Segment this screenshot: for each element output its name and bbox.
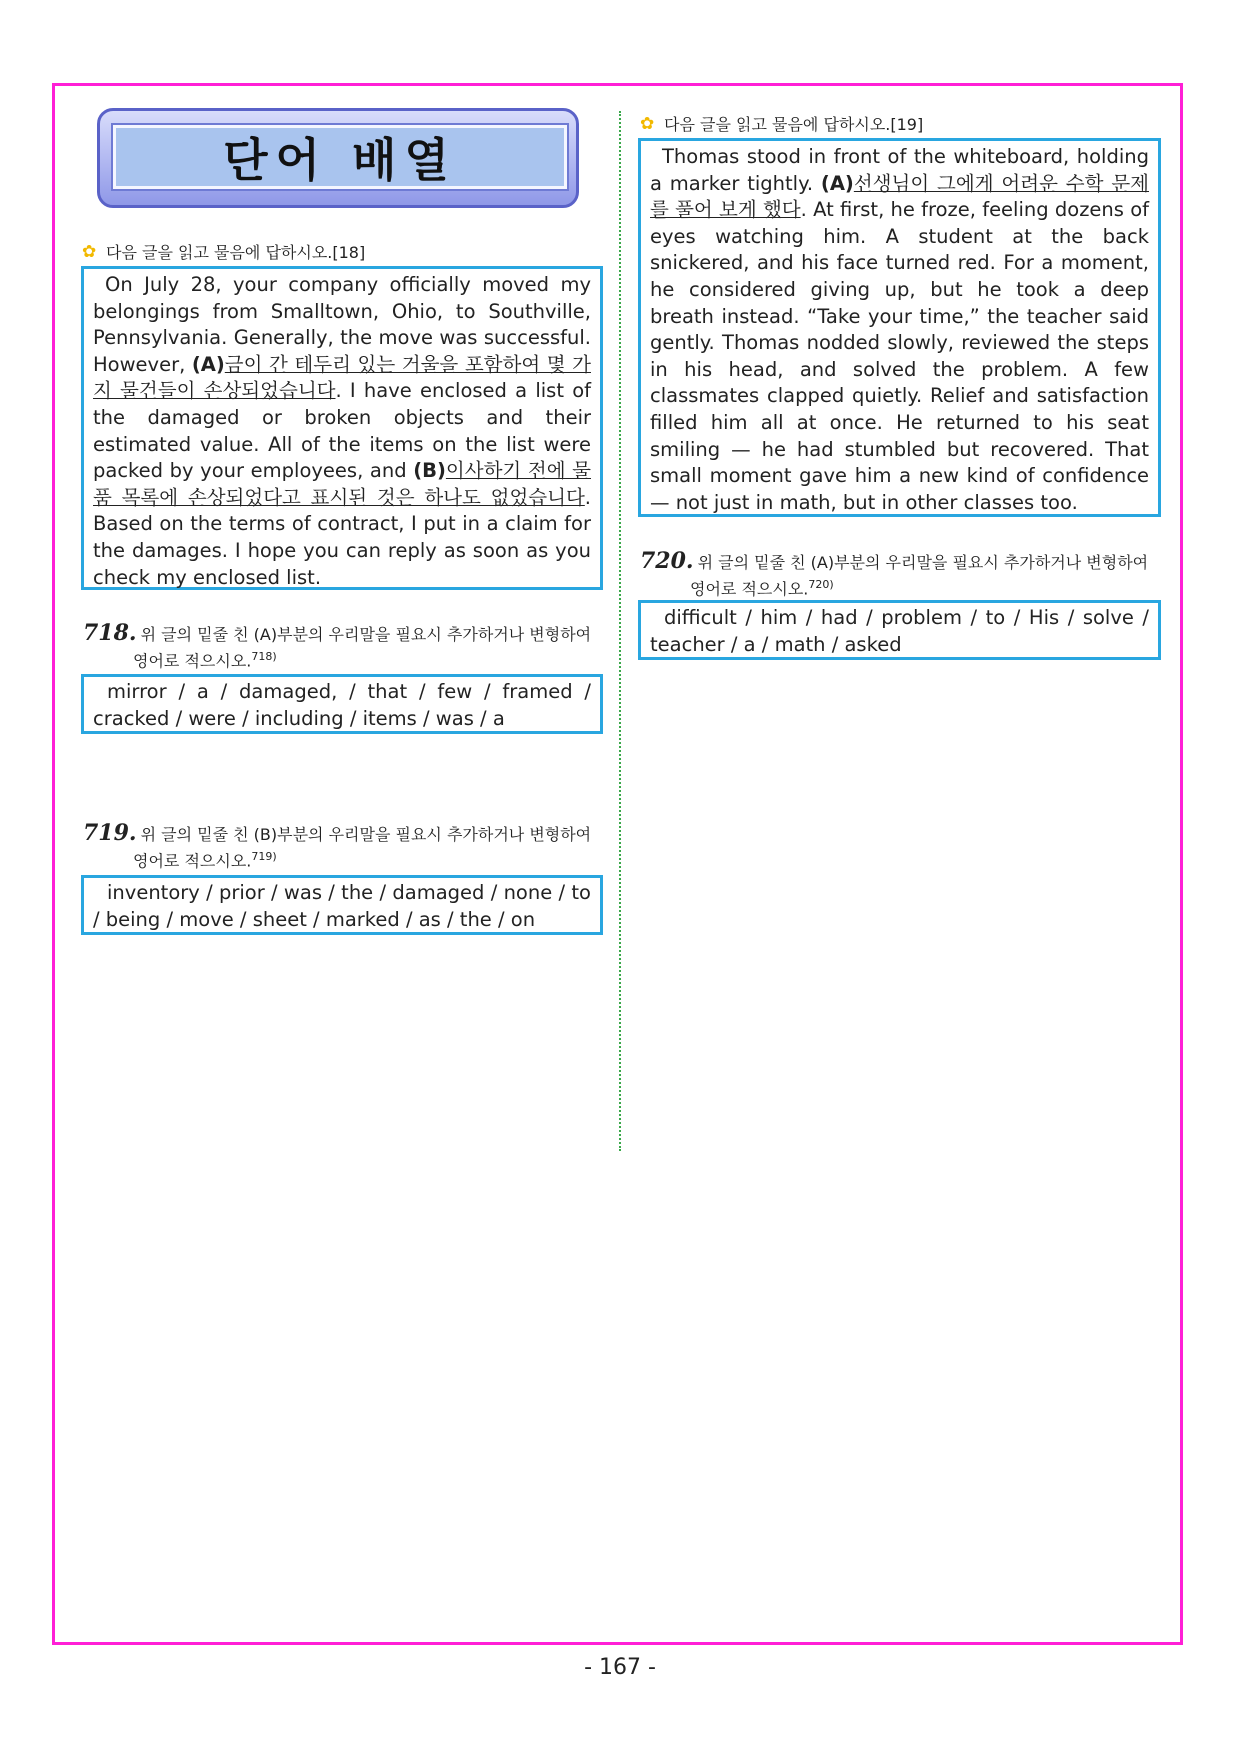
question-719	[83, 822, 605, 872]
underlined-korean-b: 이사하기 전에 물품 목록에 손상되었다고 표시된 것은 하나도 없었습니다	[93, 459, 591, 509]
underlined-korean-a: 금이 간 테두리 있는 거울을 포함하여 몇 가지 물건들이 손상되었습니다	[93, 352, 591, 403]
passage-text: Thomas stood in front of the whiteboard, holding a marker tightly. (A)선생님이 그에게 어려운 수학 문제를 풀어 보게 했다. At first, he froze, feeling dozens of eyes watching him. A student at the back snickered, and his face turned red. For a moment, he considered giving up, but he took a deep breath instead. “Take your time,” the teacher said gently. Thomas nodded slowly, reviewed the steps in his head, and solved the problem. A few classmates clapped quietly. Relief and satisfaction filled him all at once. He returned to his seat smiling — he had stumbled but recovered. That small moment gave him a new kind of confidence — not just in math, but in other classes too.	[650, 145, 1149, 514]
title-banner-inner	[113, 125, 567, 189]
question-text: 위 글의 밑줄 친 (A)부분의 우리말을 필요시 추가하거나 변형하여	[697, 553, 1149, 572]
label-a: (A)	[191, 352, 225, 376]
word-bank-text: inventory / prior / was / the / damaged / none / to / being / move / sheet / marked / as / the / on	[93, 881, 591, 931]
question-number: 720.	[640, 548, 694, 574]
page-number: - 167 -	[584, 1655, 656, 1680]
instruction-text: 다음 글을 읽고 물음에 답하시오.[18]	[106, 243, 366, 262]
word-bank-718	[81, 674, 603, 734]
question-text-2: 영어로 적으시오.	[690, 579, 809, 599]
footnote-ref: 719)	[251, 850, 277, 863]
passage-19	[638, 138, 1161, 517]
label-a: (A)	[820, 171, 854, 195]
instruction-text: 다음 글을 읽고 물음에 답하시오.[19]	[664, 115, 924, 134]
flower-icon: ✿	[82, 241, 97, 262]
passage-text: On July 28, your company officially moved my belongings from Smalltown, Ohio, to Southville, Pennsylvania. Generally, the move was successful. However, (A)금이 간 테두리 있는 거울을 포함하여 몇 가지 물건들이 손상되었습니다. I have enclosed a list of the damaged or broken objects and their estimated value. All of the items on the list were packed by your employees, and (B)이사하기 전에 물품 목록에 손상되었다고 표시된 것은 하나도 없었습니다. Based on the terms of contract, I put in a claim for the damages. I hope you can reply as soon as you check my enclosed list.	[93, 273, 591, 589]
question-number: 719.	[83, 820, 137, 846]
page-title: 단어 배열	[223, 133, 457, 187]
word-bank-text: mirror / a / damaged, / that / few / framed / cracked / were / including / items / was / a	[93, 680, 591, 730]
word-bank-719	[81, 875, 603, 935]
word-bank-text: difficult / him / had / problem / to / His / solve / teacher / a / math / asked	[650, 606, 1149, 656]
flower-icon: ✿	[640, 113, 655, 134]
underlined-korean-a: 선생님이 그에게 어려운 수학 문제를 풀어 보게 했다	[650, 171, 1149, 222]
question-text: 위 글의 밑줄 친 (B)부분의 우리말을 필요시 추가하거나 변형하여	[140, 825, 592, 844]
question-text: 위 글의 밑줄 친 (A)부분의 우리말을 필요시 추가하거나 변형하여	[140, 625, 592, 644]
instruction-19	[640, 112, 923, 135]
instruction-18	[82, 240, 365, 263]
question-718	[83, 622, 605, 672]
footnote-ref: 720)	[808, 578, 834, 591]
question-720	[640, 550, 1162, 600]
question-number: 718.	[83, 620, 137, 646]
passage-18	[81, 266, 603, 590]
title-banner	[97, 108, 579, 208]
label-b: (B)	[413, 459, 446, 483]
question-text-2: 영어로 적으시오.	[133, 851, 252, 871]
footnote-ref: 718)	[251, 650, 277, 663]
column-divider	[619, 111, 621, 1151]
question-text-2: 영어로 적으시오.	[133, 651, 252, 671]
word-bank-720	[638, 600, 1161, 660]
